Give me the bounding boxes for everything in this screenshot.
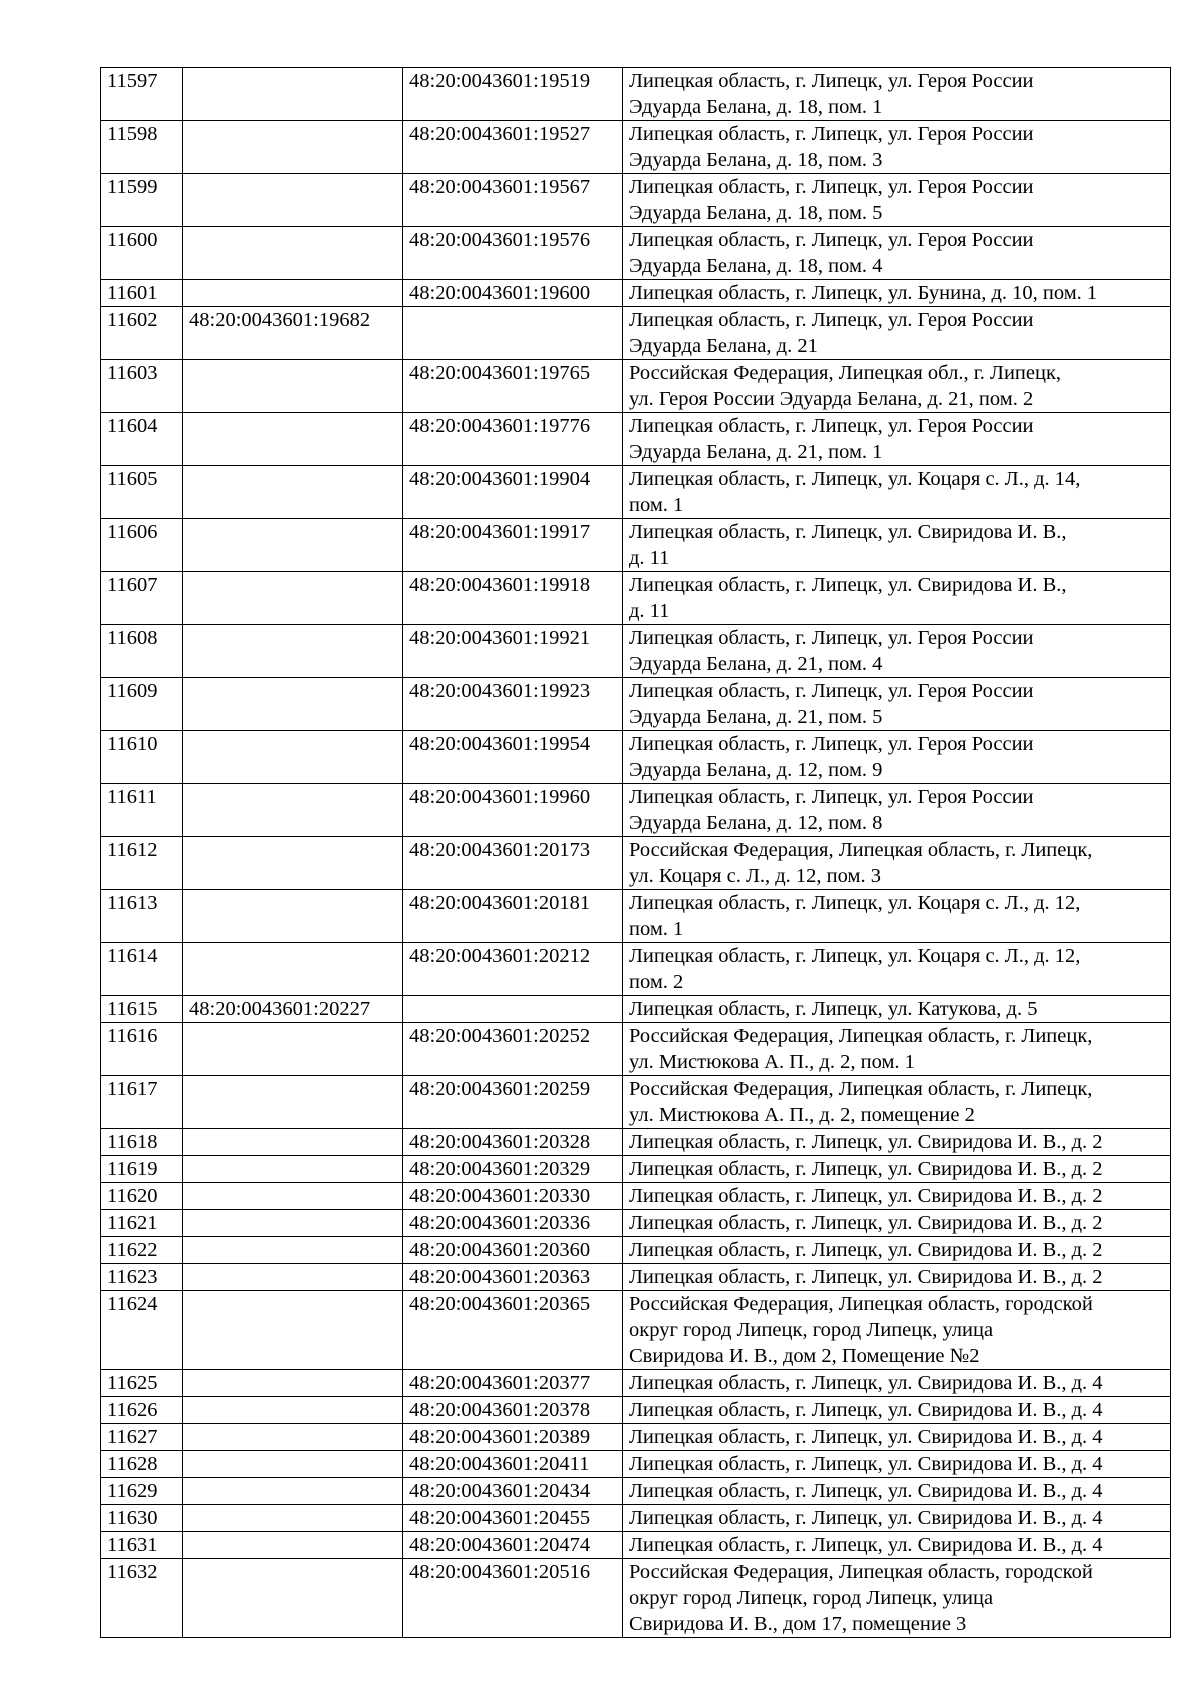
registry-table [100, 67, 1171, 1638]
row-number-cell: 11618 [101, 1129, 183, 1156]
table-row [101, 1076, 1171, 1129]
row-number-cell: 11606 [101, 519, 183, 572]
cadastral-number-cell: 48:20:0043601:19954 [403, 731, 623, 784]
table-row [101, 837, 1171, 890]
address-cell: Липецкая область, г. Липецк, ул. Свиридова И. В., д. 4 [623, 1478, 1171, 1505]
parent-cadastral-number-cell [183, 1559, 403, 1638]
parent-cadastral-number-cell [183, 360, 403, 413]
table-row [101, 1264, 1171, 1291]
cadastral-number-cell: 48:20:0043601:19918 [403, 572, 623, 625]
address-cell: Липецкая область, г. Липецк, ул. Героя России Эдуарда Белана, д. 12, пом. 8 [623, 784, 1171, 837]
row-number-cell: 11601 [101, 280, 183, 307]
table-row [101, 1451, 1171, 1478]
parent-cadastral-number-cell [183, 280, 403, 307]
address-cell: Российская Федерация, Липецкая область, г. Липецк, ул. Мистюкова А. П., д. 2, помещение 2 [623, 1076, 1171, 1129]
address-cell: Липецкая область, г. Липецк, ул. Героя России Эдуарда Белана, д. 21, пом. 1 [623, 413, 1171, 466]
parent-cadastral-number-cell [183, 1478, 403, 1505]
table-row [101, 678, 1171, 731]
parent-cadastral-number-cell [183, 731, 403, 784]
row-number-cell: 11628 [101, 1451, 183, 1478]
row-number-cell: 11627 [101, 1424, 183, 1451]
table-row [101, 1505, 1171, 1532]
row-number-cell: 11620 [101, 1183, 183, 1210]
table-row [101, 1183, 1171, 1210]
cadastral-number-cell: 48:20:0043601:19519 [403, 68, 623, 121]
row-number-cell: 11617 [101, 1076, 183, 1129]
address-cell: Липецкая область, г. Липецк, ул. Свиридова И. В., д. 2 [623, 1129, 1171, 1156]
cadastral-number-cell [403, 307, 623, 360]
row-number-cell: 11598 [101, 121, 183, 174]
table-row [101, 731, 1171, 784]
cadastral-number-cell [403, 996, 623, 1023]
table-row [101, 227, 1171, 280]
parent-cadastral-number-cell [183, 1076, 403, 1129]
parent-cadastral-number-cell [183, 1183, 403, 1210]
table-row [101, 519, 1171, 572]
cadastral-number-cell: 48:20:0043601:19904 [403, 466, 623, 519]
parent-cadastral-number-cell [183, 519, 403, 572]
address-cell: Липецкая область, г. Липецк, ул. Катукова, д. 5 [623, 996, 1171, 1023]
row-number-cell: 11611 [101, 784, 183, 837]
table-row [101, 1424, 1171, 1451]
table-row [101, 572, 1171, 625]
parent-cadastral-number-cell [183, 413, 403, 466]
row-number-cell: 11626 [101, 1397, 183, 1424]
table-row [101, 121, 1171, 174]
address-cell: Липецкая область, г. Липецк, ул. Героя России Эдуарда Белана, д. 21 [623, 307, 1171, 360]
cadastral-number-cell: 48:20:0043601:20328 [403, 1129, 623, 1156]
address-cell: Липецкая область, г. Липецк, ул. Свиридова И. В., д. 2 [623, 1156, 1171, 1183]
table-row [101, 1478, 1171, 1505]
parent-cadastral-number-cell [183, 1370, 403, 1397]
row-number-cell: 11615 [101, 996, 183, 1023]
row-number-cell: 11629 [101, 1478, 183, 1505]
row-number-cell: 11603 [101, 360, 183, 413]
cadastral-number-cell: 48:20:0043601:20252 [403, 1023, 623, 1076]
table-row [101, 360, 1171, 413]
parent-cadastral-number-cell [183, 1291, 403, 1370]
cadastral-number-cell: 48:20:0043601:20336 [403, 1210, 623, 1237]
row-number-cell: 11624 [101, 1291, 183, 1370]
address-cell: Липецкая область, г. Липецк, ул. Героя России Эдуарда Белана, д. 18, пом. 5 [623, 174, 1171, 227]
table-row [101, 625, 1171, 678]
row-number-cell: 11622 [101, 1237, 183, 1264]
address-cell: Липецкая область, г. Липецк, ул. Свиридова И. В., д. 2 [623, 1210, 1171, 1237]
table-row [101, 1559, 1171, 1638]
row-number-cell: 11609 [101, 678, 183, 731]
cadastral-number-cell: 48:20:0043601:20389 [403, 1424, 623, 1451]
address-cell: Липецкая область, г. Липецк, ул. Героя России Эдуарда Белана, д. 12, пом. 9 [623, 731, 1171, 784]
row-number-cell: 11632 [101, 1559, 183, 1638]
row-number-cell: 11607 [101, 572, 183, 625]
address-cell: Липецкая область, г. Липецк, ул. Героя России Эдуарда Белана, д. 18, пом. 4 [623, 227, 1171, 280]
parent-cadastral-number-cell [183, 1424, 403, 1451]
address-cell: Липецкая область, г. Липецк, ул. Свиридова И. В., д. 2 [623, 1264, 1171, 1291]
address-cell: Липецкая область, г. Липецк, ул. Свиридова И. В., д. 2 [623, 1183, 1171, 1210]
parent-cadastral-number-cell [183, 678, 403, 731]
row-number-cell: 11619 [101, 1156, 183, 1183]
cadastral-number-cell: 48:20:0043601:20378 [403, 1397, 623, 1424]
table-row [101, 1237, 1171, 1264]
cadastral-number-cell: 48:20:0043601:19600 [403, 280, 623, 307]
parent-cadastral-number-cell [183, 227, 403, 280]
address-cell: Липецкая область, г. Липецк, ул. Свиридова И. В., д. 4 [623, 1397, 1171, 1424]
cadastral-number-cell: 48:20:0043601:19576 [403, 227, 623, 280]
address-cell: Липецкая область, г. Липецк, ул. Свиридова И. В., д. 4 [623, 1451, 1171, 1478]
address-cell: Российская Федерация, Липецкая область, г. Липецк, ул. Мистюкова А. П., д. 2, пом. 1 [623, 1023, 1171, 1076]
parent-cadastral-number-cell [183, 1532, 403, 1559]
cadastral-number-cell: 48:20:0043601:19923 [403, 678, 623, 731]
cadastral-number-cell: 48:20:0043601:19960 [403, 784, 623, 837]
address-cell: Липецкая область, г. Липецк, ул. Героя России Эдуарда Белана, д. 18, пом. 1 [623, 68, 1171, 121]
table-row [101, 466, 1171, 519]
row-number-cell: 11613 [101, 890, 183, 943]
table-row [101, 1210, 1171, 1237]
row-number-cell: 11631 [101, 1532, 183, 1559]
row-number-cell: 11602 [101, 307, 183, 360]
address-cell: Липецкая область, г. Липецк, ул. Свиридова И. В., д. 4 [623, 1370, 1171, 1397]
parent-cadastral-number-cell [183, 1156, 403, 1183]
table-row [101, 996, 1171, 1023]
registry-table-body [101, 68, 1171, 1638]
row-number-cell: 11623 [101, 1264, 183, 1291]
address-cell: Липецкая область, г. Липецк, ул. Свиридова И. В., д. 11 [623, 519, 1171, 572]
row-number-cell: 11597 [101, 68, 183, 121]
row-number-cell: 11600 [101, 227, 183, 280]
parent-cadastral-number-cell: 48:20:0043601:19682 [183, 307, 403, 360]
table-row [101, 1532, 1171, 1559]
table-row [101, 1291, 1171, 1370]
cadastral-number-cell: 48:20:0043601:20434 [403, 1478, 623, 1505]
parent-cadastral-number-cell [183, 121, 403, 174]
cadastral-number-cell: 48:20:0043601:20330 [403, 1183, 623, 1210]
cadastral-number-cell: 48:20:0043601:20363 [403, 1264, 623, 1291]
parent-cadastral-number-cell [183, 1237, 403, 1264]
row-number-cell: 11614 [101, 943, 183, 996]
parent-cadastral-number-cell [183, 174, 403, 227]
table-row [101, 1156, 1171, 1183]
parent-cadastral-number-cell [183, 890, 403, 943]
table-row [101, 307, 1171, 360]
cadastral-number-cell: 48:20:0043601:19921 [403, 625, 623, 678]
cadastral-number-cell: 48:20:0043601:20181 [403, 890, 623, 943]
parent-cadastral-number-cell [183, 1505, 403, 1532]
cadastral-number-cell: 48:20:0043601:20377 [403, 1370, 623, 1397]
parent-cadastral-number-cell [183, 466, 403, 519]
address-cell: Липецкая область, г. Липецк, ул. Свиридова И. В., д. 11 [623, 572, 1171, 625]
cadastral-number-cell: 48:20:0043601:20474 [403, 1532, 623, 1559]
address-cell: Липецкая область, г. Липецк, ул. Коцаря с. Л., д. 14, пом. 1 [623, 466, 1171, 519]
cadastral-number-cell: 48:20:0043601:19567 [403, 174, 623, 227]
parent-cadastral-number-cell [183, 1129, 403, 1156]
address-cell: Липецкая область, г. Липецк, ул. Героя России Эдуарда Белана, д. 21, пом. 4 [623, 625, 1171, 678]
address-cell: Российская Федерация, Липецкая область, г. Липецк, ул. Коцаря с. Л., д. 12, пом. 3 [623, 837, 1171, 890]
row-number-cell: 11616 [101, 1023, 183, 1076]
parent-cadastral-number-cell [183, 572, 403, 625]
cadastral-number-cell: 48:20:0043601:20455 [403, 1505, 623, 1532]
parent-cadastral-number-cell [183, 784, 403, 837]
row-number-cell: 11604 [101, 413, 183, 466]
parent-cadastral-number-cell [183, 68, 403, 121]
table-row [101, 1370, 1171, 1397]
parent-cadastral-number-cell [183, 1397, 403, 1424]
cadastral-number-cell: 48:20:0043601:20329 [403, 1156, 623, 1183]
address-cell: Российская Федерация, Липецкая область, городской округ город Липецк, город Липецк, улица Свиридова И. В., дом 17, помещение 3 [623, 1559, 1171, 1638]
cadastral-number-cell: 48:20:0043601:20516 [403, 1559, 623, 1638]
address-cell: Липецкая область, г. Липецк, ул. Свиридова И. В., д. 4 [623, 1505, 1171, 1532]
cadastral-number-cell: 48:20:0043601:20411 [403, 1451, 623, 1478]
row-number-cell: 11599 [101, 174, 183, 227]
parent-cadastral-number-cell [183, 1451, 403, 1478]
table-row [101, 890, 1171, 943]
parent-cadastral-number-cell [183, 1264, 403, 1291]
table-row [101, 784, 1171, 837]
table-row [101, 943, 1171, 996]
address-cell: Липецкая область, г. Липецк, ул. Коцаря с. Л., д. 12, пом. 2 [623, 943, 1171, 996]
row-number-cell: 11610 [101, 731, 183, 784]
cadastral-number-cell: 48:20:0043601:20212 [403, 943, 623, 996]
cadastral-number-cell: 48:20:0043601:20365 [403, 1291, 623, 1370]
cadastral-number-cell: 48:20:0043601:20360 [403, 1237, 623, 1264]
table-row [101, 1129, 1171, 1156]
parent-cadastral-number-cell [183, 625, 403, 678]
address-cell: Липецкая область, г. Липецк, ул. Свиридова И. В., д. 2 [623, 1237, 1171, 1264]
table-row [101, 280, 1171, 307]
address-cell: Липецкая область, г. Липецк, ул. Героя России Эдуарда Белана, д. 21, пом. 5 [623, 678, 1171, 731]
cadastral-number-cell: 48:20:0043601:20259 [403, 1076, 623, 1129]
parent-cadastral-number-cell [183, 1023, 403, 1076]
address-cell: Липецкая область, г. Липецк, ул. Свиридова И. В., д. 4 [623, 1532, 1171, 1559]
table-row [101, 1397, 1171, 1424]
row-number-cell: 11621 [101, 1210, 183, 1237]
address-cell: Российская Федерация, Липецкая область, городской округ город Липецк, город Липецк, улица Свиридова И. В., дом 2, Помещение №2 [623, 1291, 1171, 1370]
address-cell: Липецкая область, г. Липецк, ул. Героя России Эдуарда Белана, д. 18, пом. 3 [623, 121, 1171, 174]
parent-cadastral-number-cell [183, 1210, 403, 1237]
table-row [101, 174, 1171, 227]
address-cell: Российская Федерация, Липецкая обл., г. Липецк, ул. Героя России Эдуарда Белана, д. 21, пом. 2 [623, 360, 1171, 413]
cadastral-number-cell: 48:20:0043601:19527 [403, 121, 623, 174]
address-cell: Липецкая область, г. Липецк, ул. Коцаря с. Л., д. 12, пом. 1 [623, 890, 1171, 943]
row-number-cell: 11625 [101, 1370, 183, 1397]
cadastral-number-cell: 48:20:0043601:19776 [403, 413, 623, 466]
cadastral-number-cell: 48:20:0043601:19917 [403, 519, 623, 572]
address-cell: Липецкая область, г. Липецк, ул. Свиридова И. В., д. 4 [623, 1424, 1171, 1451]
cadastral-number-cell: 48:20:0043601:19765 [403, 360, 623, 413]
row-number-cell: 11630 [101, 1505, 183, 1532]
table-row [101, 68, 1171, 121]
cadastral-number-cell: 48:20:0043601:20173 [403, 837, 623, 890]
parent-cadastral-number-cell: 48:20:0043601:20227 [183, 996, 403, 1023]
address-cell: Липецкая область, г. Липецк, ул. Бунина, д. 10, пом. 1 [623, 280, 1171, 307]
table-row [101, 1023, 1171, 1076]
row-number-cell: 11608 [101, 625, 183, 678]
row-number-cell: 11605 [101, 466, 183, 519]
row-number-cell: 11612 [101, 837, 183, 890]
table-row [101, 413, 1171, 466]
parent-cadastral-number-cell [183, 837, 403, 890]
parent-cadastral-number-cell [183, 943, 403, 996]
